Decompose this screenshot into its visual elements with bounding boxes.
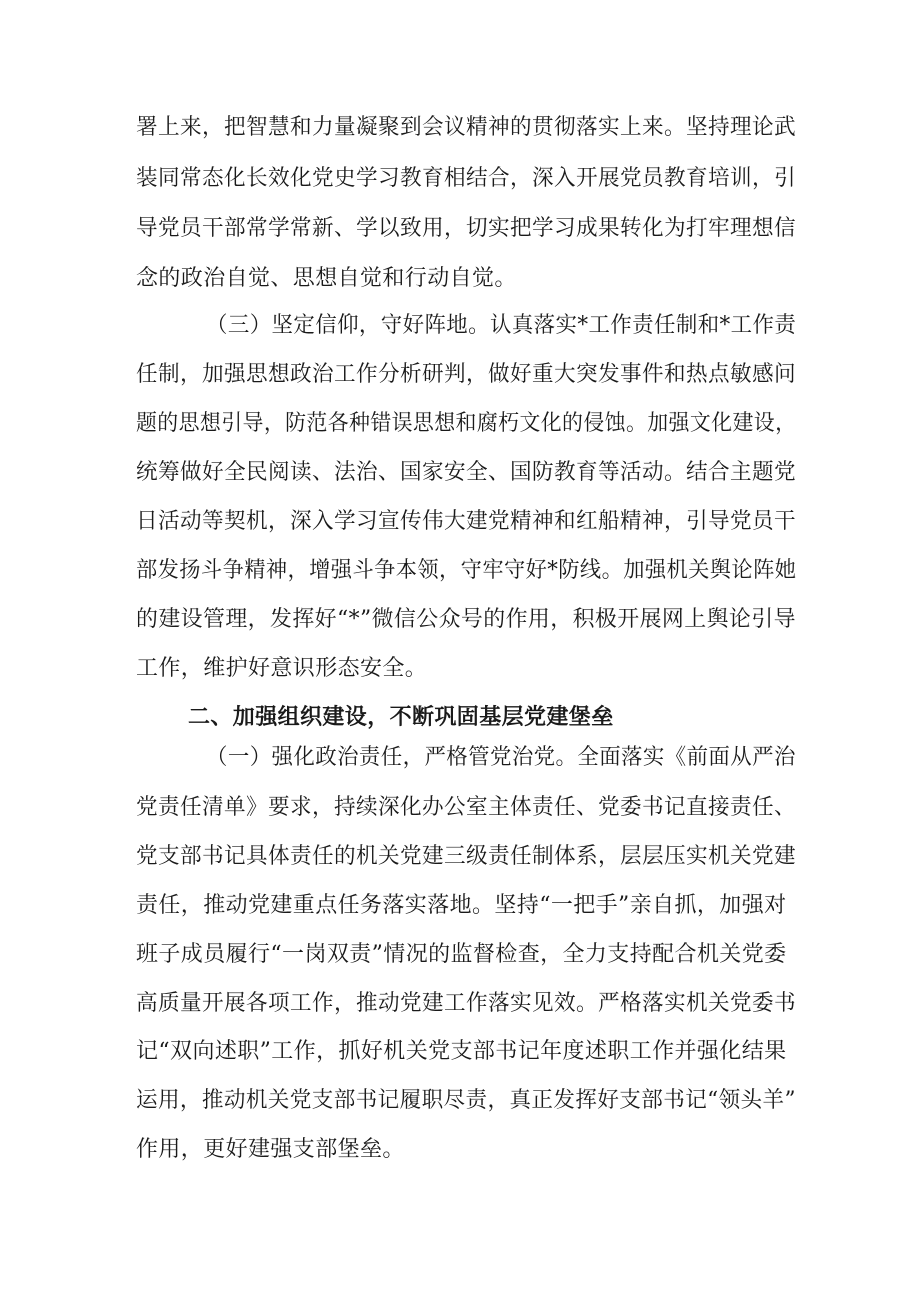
paragraph-line: 班子成员履行“一岗双责”情况的监督检查，全力支持配合机关党委 xyxy=(136,942,787,967)
paragraph-first-line: （一）强化政治责任，严格管党治党。全面落实《前面从严治 xyxy=(206,745,796,770)
paragraph-line: 署上来，把智慧和力量凝聚到会议精神的贯彻落实上来。坚持理论武 xyxy=(136,115,796,140)
paragraph-line: 装同常态化长效化党史学习教育相结合，深入开展党员教育培训，引 xyxy=(136,166,796,191)
paragraph-line: 念的政治自觉、思想自觉和行动自觉。 xyxy=(136,266,517,291)
paragraph-line: 高质量开展各项工作，推动党建工作落实见效。严格落实机关党委书 xyxy=(136,991,796,1016)
paragraph-line: 部发扬斗争精神，增强斗争本领，守牢守好*防线。加强机关舆论阵她 xyxy=(136,558,797,583)
paragraph-line: 党责任清单》要求，持续深化办公室主体责任、党委书记直接责任、 xyxy=(136,795,796,820)
paragraph-line: 日活动等契机，深入学习宣传伟大建党精神和红船精神，引导党员干 xyxy=(136,509,796,534)
paragraph-line: 统筹做好全民阅读、法治、国家安全、国防教育等活动。结合主题党 xyxy=(136,460,796,485)
paragraph-line: 工作，维护好意识形态安全。 xyxy=(136,656,428,681)
paragraph-line: 党支部书记具体责任的机关党建三级责任制体系，层层压实机关党建 xyxy=(136,844,796,869)
paragraph-line: 导党员干部常学常新、学以致用，切实把学习成果转化为打牢理想信 xyxy=(136,216,796,241)
paragraph-line: 任制，加强思想政治工作分析研判，做好重大突发事件和热点敏感问 xyxy=(136,362,796,387)
paragraph-line: 责任，推动党建重点任务落实落地。坚持“一把手”亲自抓，加强对 xyxy=(136,893,787,918)
paragraph-line: 运用，推动机关党支部书记履职尽责，真正发挥好支部书记“领头羊” xyxy=(136,1088,796,1113)
paragraph-line: 记“双向述职”工作，抓好机关党支部书记年度述职工作并强化结果 xyxy=(136,1039,787,1064)
section-heading: 二、加强组织建设，不断巩固基层党建堡垒 xyxy=(188,705,614,730)
paragraph-line: 的建设管理，发挥好“*”微信公众号的作用，积极开展网上舆论引导 xyxy=(136,607,796,632)
paragraph-first-line: （三）坚定信仰，守好阵地。认真落实*工作责任制和*工作责 xyxy=(206,313,797,338)
paragraph-line: 题的思想引导，防范各种错误思想和腐朽文化的侵蚀。加强文化建设， xyxy=(136,411,797,436)
paragraph-line: 作用，更好建强支部堡垒。 xyxy=(136,1137,405,1162)
